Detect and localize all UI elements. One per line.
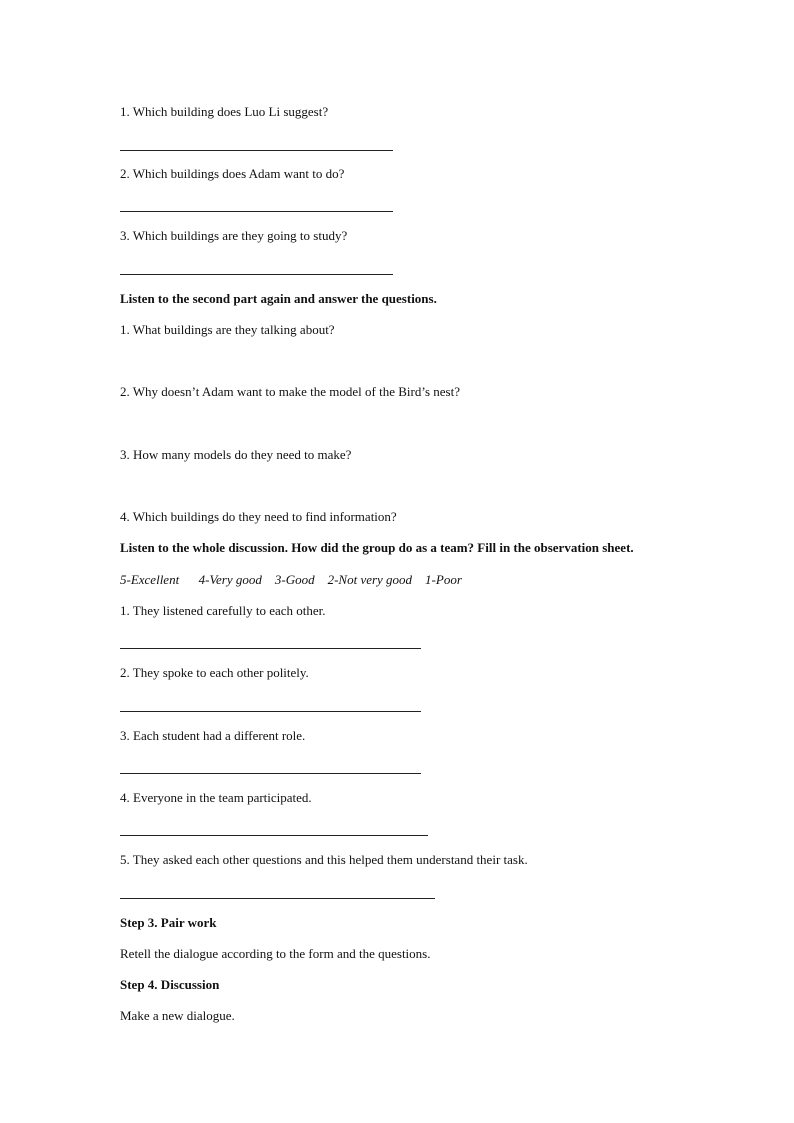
observation-item-3: 3. Each student had a different role. bbox=[120, 728, 306, 743]
observation-item-2: 2. They spoke to each other politely. bbox=[120, 665, 309, 680]
question-3: 3. Which buildings are they going to study? bbox=[120, 228, 348, 243]
question-2: 2. Which buildings does Adam want to do? bbox=[120, 166, 345, 181]
section-heading-whole-discussion: Listen to the whole discussion. How did the group do as a team? Fill in the observation sheet. bbox=[120, 540, 634, 555]
step4-text: Make a new dialogue. bbox=[120, 1008, 235, 1023]
observation-answer-line-2[interactable] bbox=[120, 711, 421, 712]
step4-heading: Step 4. Discussion bbox=[120, 977, 220, 992]
question-find-information: 4. Which buildings do they need to find information? bbox=[120, 509, 397, 524]
observation-answer-line-1[interactable] bbox=[120, 648, 421, 649]
question-1: 1. Which building does Luo Li suggest? bbox=[120, 104, 329, 119]
question-how-many-models: 3. How many models do they need to make? bbox=[120, 447, 352, 462]
observation-answer-line-5[interactable] bbox=[120, 898, 435, 899]
question-what-buildings: 1. What buildings are they talking about? bbox=[120, 322, 335, 337]
observation-answer-line-4[interactable] bbox=[120, 835, 428, 836]
question-why-not-birds-nest: 2. Why doesn’t Adam want to make the model of the Bird’s nest? bbox=[120, 384, 460, 399]
observation-item-4: 4. Everyone in the team participated. bbox=[120, 790, 312, 805]
observation-item-1: 1. They listened carefully to each other. bbox=[120, 603, 326, 618]
answer-line-3[interactable] bbox=[120, 274, 393, 275]
step3-heading: Step 3. Pair work bbox=[120, 915, 217, 930]
observation-item-5: 5. They asked each other questions and this helped them understand their task. bbox=[120, 852, 528, 867]
rating-scale: 5-Excellent 4-Very good 3-Good 2-Not very good 1-Poor bbox=[120, 572, 462, 587]
answer-line-1[interactable] bbox=[120, 150, 393, 151]
observation-answer-line-3[interactable] bbox=[120, 773, 421, 774]
step3-text: Retell the dialogue according to the form and the questions. bbox=[120, 946, 431, 961]
section-heading-second-part: Listen to the second part again and answer the questions. bbox=[120, 291, 437, 306]
answer-line-2[interactable] bbox=[120, 211, 393, 212]
